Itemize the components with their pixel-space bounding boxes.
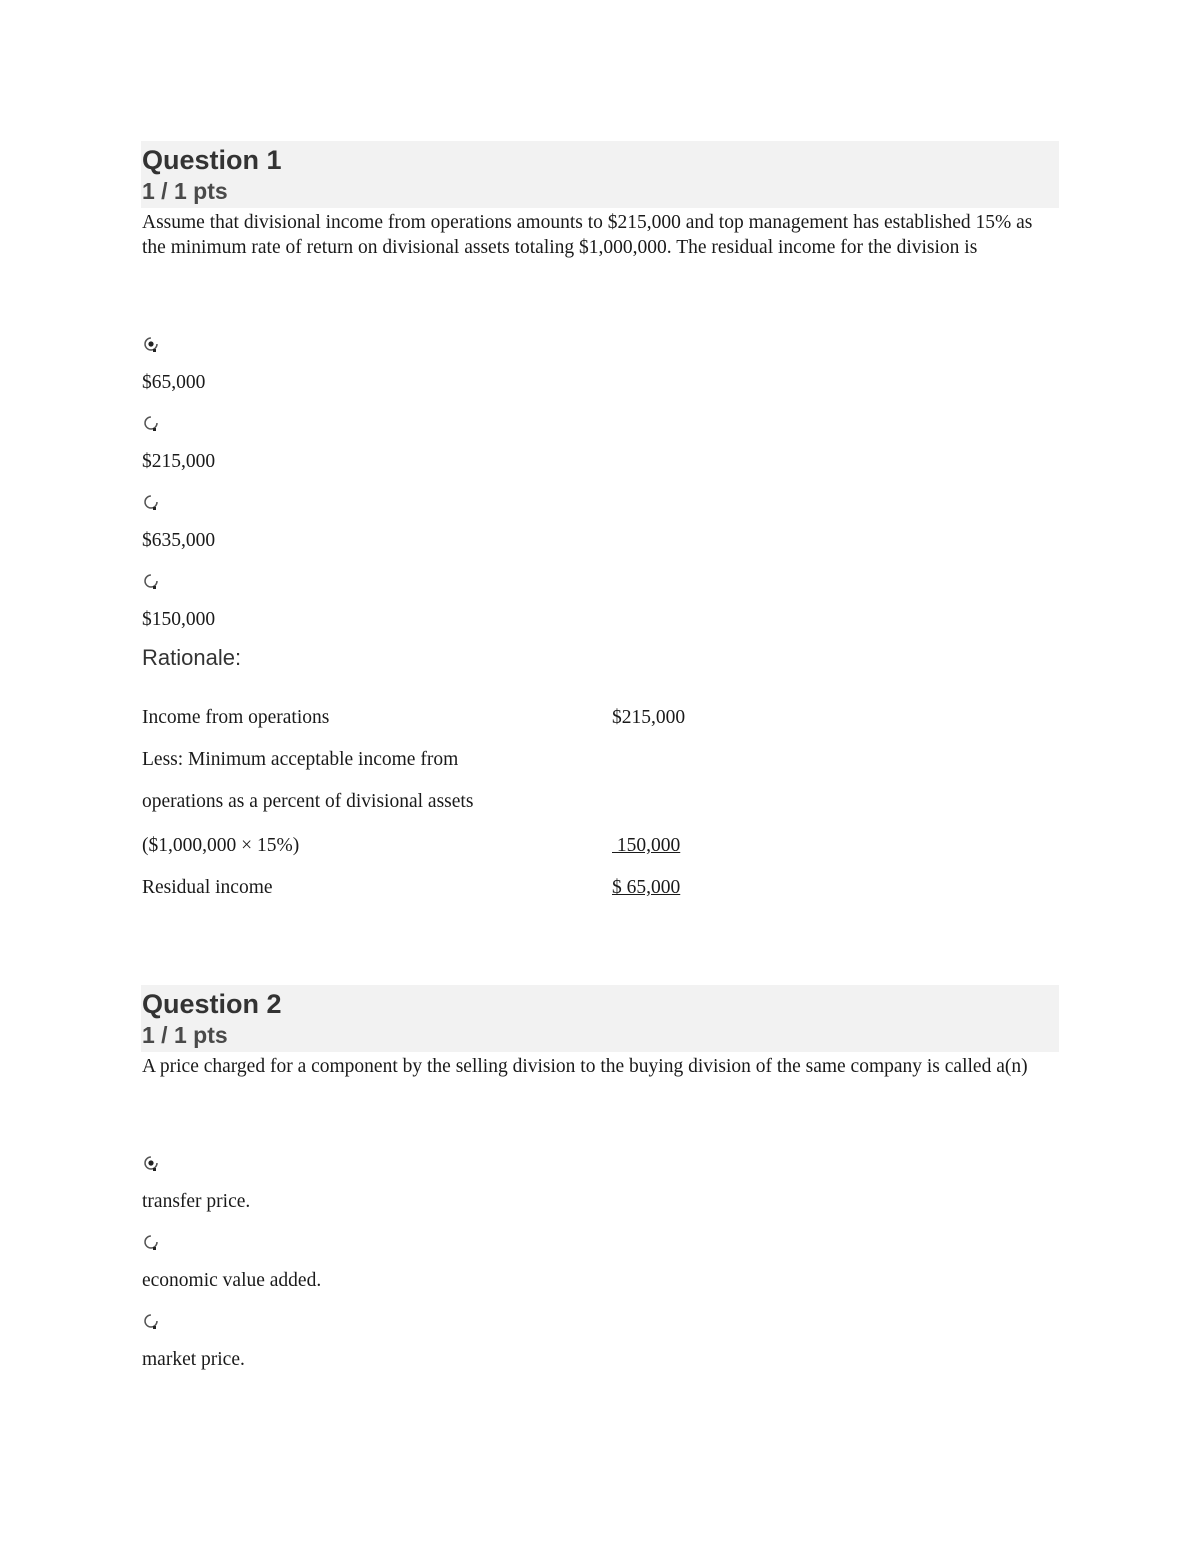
option-q1-3[interactable]: $635,000 bbox=[142, 530, 216, 551]
radio-selected-icon[interactable] bbox=[143, 1155, 159, 1171]
question-2-title: Question 2 bbox=[142, 989, 282, 1019]
radio-unselected-icon[interactable] bbox=[143, 415, 159, 431]
question-1-header bbox=[141, 141, 1059, 208]
option-q1-2[interactable]: $215,000 bbox=[142, 451, 216, 472]
radio-unselected-icon[interactable] bbox=[143, 573, 159, 589]
option-q1-1[interactable]: $65,000 bbox=[142, 372, 206, 393]
question-1-points: 1 / 1 pts bbox=[142, 178, 228, 204]
question-2-header bbox=[141, 985, 1059, 1052]
radio-selected-icon[interactable] bbox=[143, 336, 159, 352]
option-q2-2[interactable]: economic value added. bbox=[142, 1270, 322, 1291]
rationale-row-amount: $ 65,000 bbox=[612, 877, 681, 898]
question-2-text: A price charged for a component by the selling division to the buying division of the same company is called a(n) bbox=[142, 1056, 1028, 1077]
radio-unselected-icon[interactable] bbox=[143, 1234, 159, 1250]
rationale-row-label: Less: Minimum acceptable income from bbox=[142, 749, 459, 770]
radio-unselected-icon[interactable] bbox=[143, 1313, 159, 1329]
rationale-row-label: ($1,000,000 × 15%) bbox=[142, 835, 300, 856]
option-q1-4[interactable]: $150,000 bbox=[142, 609, 216, 630]
rationale-row-amount: 150,000 bbox=[612, 835, 681, 856]
question-2-points: 1 / 1 pts bbox=[142, 1022, 228, 1048]
radio-unselected-icon[interactable] bbox=[143, 494, 159, 510]
option-q2-3[interactable]: market price. bbox=[142, 1349, 245, 1370]
question-1-title: Question 1 bbox=[142, 145, 282, 175]
rationale-label: Rationale: bbox=[142, 645, 242, 670]
rationale-row-label: Income from operations bbox=[142, 707, 330, 728]
rationale-row-label: operations as a percent of divisional assets bbox=[142, 791, 474, 812]
rationale-row-amount: $215,000 bbox=[612, 707, 686, 728]
rationale-row-label: Residual income bbox=[142, 877, 273, 898]
question-1-text: Assume that divisional income from operations amounts to $215,000 and top management has established 15% as the minimum rate of return on divisional assets totaling $1,000,000. The residual income for the division is bbox=[142, 212, 1033, 258]
option-q2-1[interactable]: transfer price. bbox=[142, 1191, 251, 1212]
